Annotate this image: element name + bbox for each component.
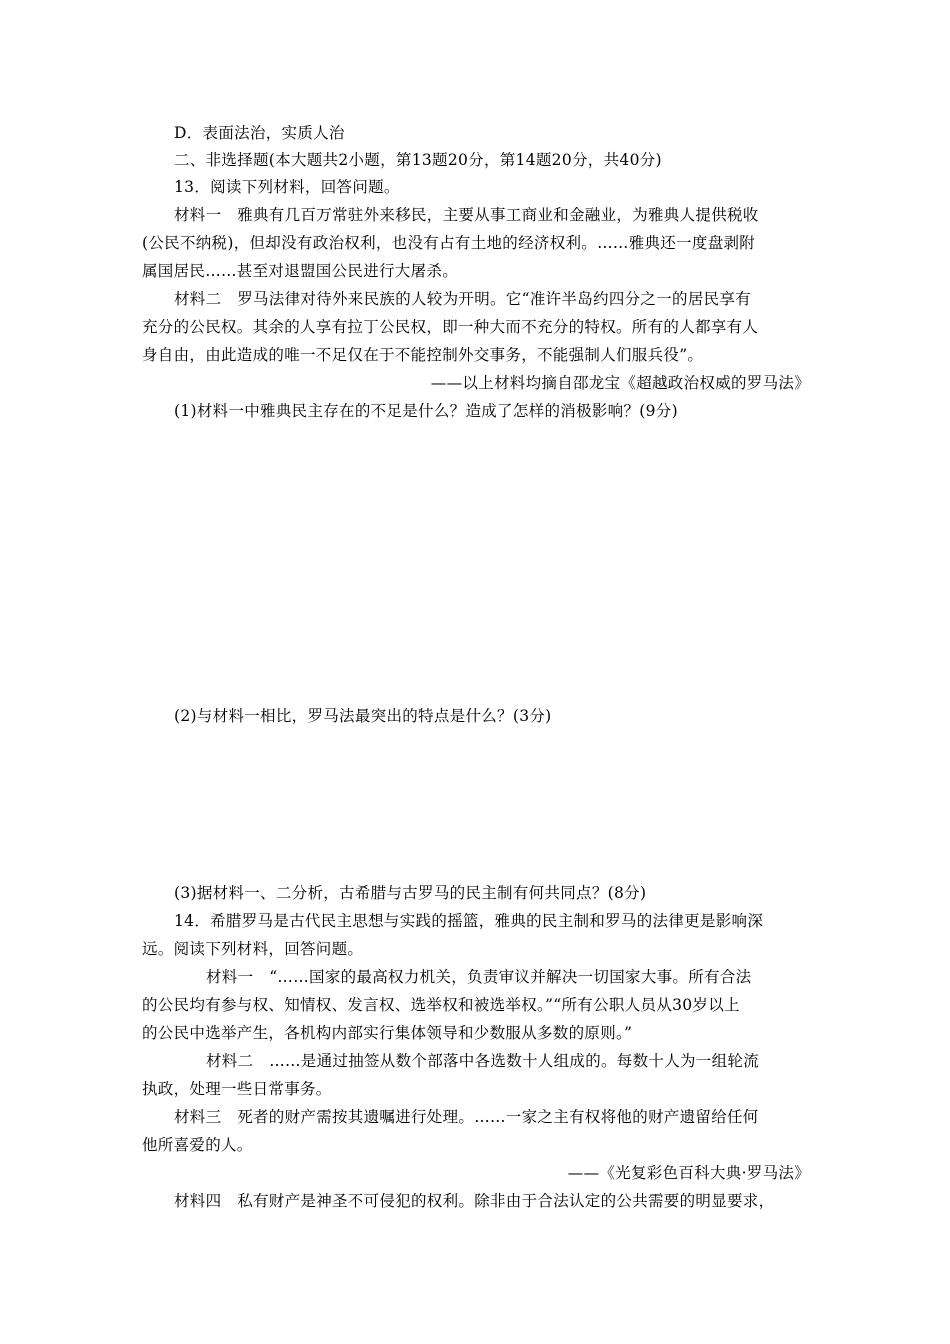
q14-material1-line1: 材料一 “……国家的最高权力机关，负责审议并解决一切国家大事。所有合法 xyxy=(206,968,752,986)
q13-material2-line1: 材料二 罗马法律对待外来民族的人较为开明。它“准许半岛约四分之一的居民享有 xyxy=(174,290,752,308)
q14-material2-line2: 执政，处理一些日常事务。 xyxy=(142,1080,332,1098)
q13-subquestion-3: (3)据材料一、二分析，古希腊与古罗马的民主制有何共同点？(8分) xyxy=(174,884,647,902)
q14-intro-line2: 远。阅读下列材料，回答问题。 xyxy=(142,940,364,958)
q13-material2-line2: 充分的公民权。其余的人享有拉丁公民权，即一种大而不充分的特权。所有的人都享有人 xyxy=(142,318,759,336)
q14-material3-line1: 材料三 死者的财产需按其遗嘱进行处理。……一家之主有权将他的财产遗留给任何 xyxy=(174,1108,759,1126)
option-d: D．表面法治，实质人治 xyxy=(174,124,345,142)
q14-material4-line1: 材料四 私有财产是神圣不可侵犯的权利。除非由于合法认定的公共需要的明显要求， xyxy=(174,1192,775,1210)
q14-material1-line2: 的公民均有参与权、知情权、发言权、选举权和被选举权。”“所有公职人员从30岁以上 xyxy=(142,996,740,1014)
section-title: 二、非选择题(本大题共2小题，第13题20分，第14题20分，共40分) xyxy=(174,151,662,169)
q13-material1-line1: 材料一 雅典有几百万常驻外来移民，主要从事工商业和金融业，为雅典人提供税收 xyxy=(174,206,759,224)
q13-subquestion-2: (2)与材料一相比，罗马法最突出的特点是什么？(3分) xyxy=(174,707,552,725)
q14-material3-line2: 他所喜爱的人。 xyxy=(142,1136,253,1154)
q13-source: ——以上材料均摘自邵龙宝《超越政治权威的罗马法》 xyxy=(430,374,810,392)
q14-intro-line1: 14．希腊罗马是古代民主思想与实践的摇篮，雅典的民主制和罗马的法律更是影响深 xyxy=(174,912,764,930)
q14-material2-line1: 材料二 ……是通过抽签从数个部落中各选数十人组成的。每数十人为一组轮流 xyxy=(206,1052,760,1070)
q13-subquestion-1: (1)材料一中雅典民主存在的不足是什么？造成了怎样的消极影响？(9分) xyxy=(174,402,678,420)
q14-source: ——《光复彩色百科大典·罗马法》 xyxy=(567,1164,810,1182)
question-13-intro: 13．阅读下列材料，回答问题。 xyxy=(174,178,400,196)
q14-material1-line3: 的公民中选举产生，各机构内部实行集体领导和少数服从多数的原则。” xyxy=(142,1024,633,1042)
q13-material2-line3: 身自由，由此造成的唯一不足仅在于不能控制外交事务，不能强制人们服兵役”。 xyxy=(142,346,704,364)
q13-material1-line2: (公民不纳税)，但却没有政治权利，也没有占有土地的经济权利。……雅典还一度盘剥附 xyxy=(142,234,756,252)
q13-material1-line3: 属国居民……甚至对退盟国公民进行大屠杀。 xyxy=(142,262,459,280)
